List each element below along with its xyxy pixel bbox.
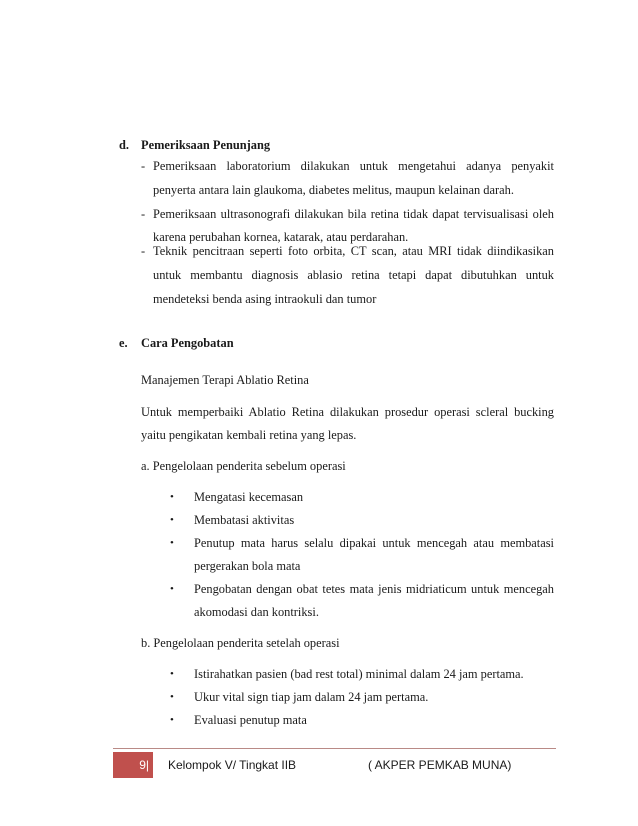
dash-marker: -: [141, 159, 146, 173]
section-d-letter: d.: [119, 138, 129, 152]
list-item-line: Teknik pencitraan seperti foto orbita, CT scan, atau MRI tidak diindikasikan: [153, 244, 554, 258]
page-number: [113, 752, 153, 778]
section-e-letter: e.: [119, 336, 128, 350]
paragraph-line: yaitu pengikatan kembali retina yang lepas.: [141, 428, 357, 442]
section-d-heading: Pemeriksaan Penunjang: [141, 138, 271, 152]
bullet-icon: •: [170, 668, 174, 680]
bullet-icon: •: [170, 537, 174, 549]
footer-group: Kelompok V/ Tingkat IIB: [168, 758, 297, 772]
bullet-icon: •: [170, 583, 174, 595]
bullet-icon: •: [170, 491, 174, 503]
dash-marker: -: [141, 207, 146, 221]
list-item: Penutup mata harus selalu dipakai untuk mencegah atau membatasi: [194, 536, 554, 550]
list-item: Evaluasi penutup mata: [194, 713, 307, 727]
bullet-icon: •: [170, 514, 174, 526]
list-item: Istirahatkan pasien (bad rest total) minimal dalam 24 jam pertama.: [194, 667, 524, 681]
footer-divider: [113, 748, 556, 749]
list-item-line: karena perubahan kornea, katarak, atau perdarahan.: [153, 230, 409, 244]
dash-marker: -: [141, 244, 146, 258]
section-subtitle: Manajemen Terapi Ablatio Retina: [141, 373, 309, 387]
post-op-title: b. Pengelolaan penderita setelah operasi: [141, 636, 340, 650]
list-item-line: mendeteksi benda asing intraokuli dan tumor: [153, 292, 377, 306]
list-item-line: untuk membantu diagnosis ablasio retina tetapi dapat dibutuhkan untuk: [153, 268, 554, 282]
list-item: Pengobatan dengan obat tetes mata jenis midriaticum untuk mencegah: [194, 582, 554, 596]
list-item: Mengatasi kecemasan: [194, 490, 304, 504]
list-item-line: Pemeriksaan laboratorium dilakukan untuk mengetahui adanya penyakit: [153, 159, 554, 173]
section-e-heading: Cara Pengobatan: [141, 336, 234, 350]
list-item: Membatasi aktivitas: [194, 513, 295, 527]
list-item: pergerakan bola mata: [194, 559, 301, 573]
list-item-line: penyerta antara lain glaukoma, diabetes melitus, maupun kelainan darah.: [153, 183, 514, 197]
bullet-icon: •: [170, 714, 174, 726]
list-item-line: Pemeriksaan ultrasonografi dilakukan bila retina tidak dapat tervisualisasi oleh: [153, 207, 554, 221]
page-number-text: 9|: [139, 758, 149, 772]
list-item: Ukur vital sign tiap jam dalam 24 jam pertama.: [194, 690, 429, 704]
list-item: akomodasi dan kontriksi.: [194, 605, 319, 619]
paragraph-line: Untuk memperbaiki Ablatio Retina dilakukan prosedur operasi scleral bucking: [141, 405, 554, 419]
pre-op-title: a. Pengelolaan penderita sebelum operasi: [141, 459, 346, 473]
footer-institution: ( AKPER PEMKAB MUNA): [368, 758, 512, 772]
bullet-icon: •: [170, 691, 174, 703]
